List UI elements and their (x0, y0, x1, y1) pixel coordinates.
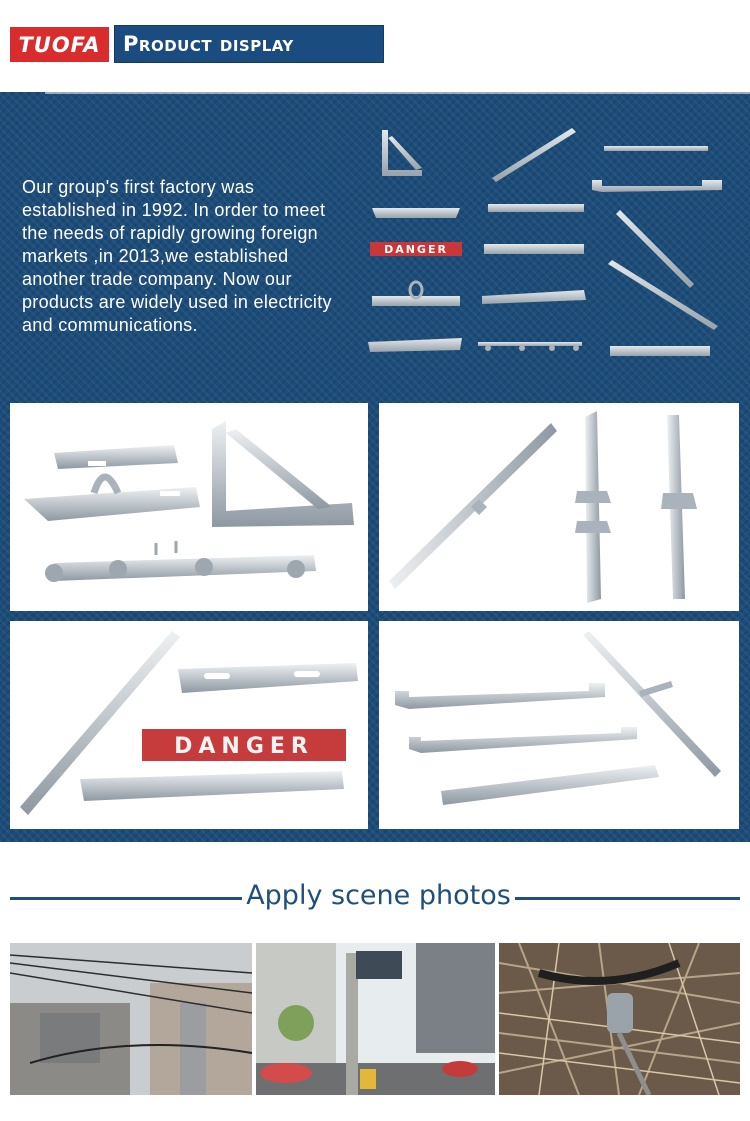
angle-thumb-6 (482, 290, 586, 304)
product-panel-angles (379, 403, 739, 611)
apply-scene-heading (0, 872, 750, 922)
angle-thumb-8 (610, 346, 710, 356)
product-photo-4 (379, 621, 739, 829)
angle-thumb-7 (368, 338, 462, 352)
tuofa-logo (10, 27, 109, 62)
thumbnail-collage (362, 120, 742, 370)
flat-bracket-thumb (592, 180, 722, 192)
angle-thumb-3 (372, 208, 460, 218)
angle-thumb-5 (484, 244, 584, 254)
product-photo-2 (379, 403, 739, 611)
scene-photo-street-pole (256, 943, 495, 1095)
scene-photo-pole-transformer (10, 943, 252, 1095)
product-photo-1 (10, 403, 368, 611)
angle-thumb-1 (492, 128, 576, 182)
product-panel-crossarm (379, 621, 739, 829)
product-panel-danger-plate (10, 621, 368, 829)
divider-line (45, 92, 750, 94)
diag-bracket-thumb (616, 210, 694, 288)
scene-photo-clamp-vegetation (499, 943, 740, 1095)
product-display-section (0, 92, 750, 842)
section-title-box (114, 25, 384, 63)
page-title: Product display (123, 32, 294, 56)
page-header (0, 0, 750, 92)
product-panel-brackets (10, 403, 368, 611)
angle-thumb-4 (488, 204, 584, 212)
rack-thumb (478, 342, 582, 351)
svg-text:DANGER: DANGER (384, 243, 448, 256)
scene-title: Apply scene photos (246, 880, 511, 911)
product-thumbnails (362, 120, 742, 370)
heading-rule-right (515, 897, 740, 900)
danger-plate-text: DANGER (174, 734, 314, 759)
company-intro-text: Our group's first factory was established in 1992. In order to meet the needs of rapidly growing foreign markets ,in 2013,we established another trade company. Now our products are widely used in electricity and communications. (22, 177, 332, 335)
insulator-bracket-thumb (372, 282, 460, 306)
angle-thumb-2 (604, 146, 708, 151)
logo-text: TUOFA (18, 32, 101, 57)
heading-rule-left (10, 897, 242, 900)
product-photo-3 (10, 621, 368, 829)
long-bracket-thumb (608, 260, 718, 330)
triangle-bracket-thumb (382, 130, 422, 176)
